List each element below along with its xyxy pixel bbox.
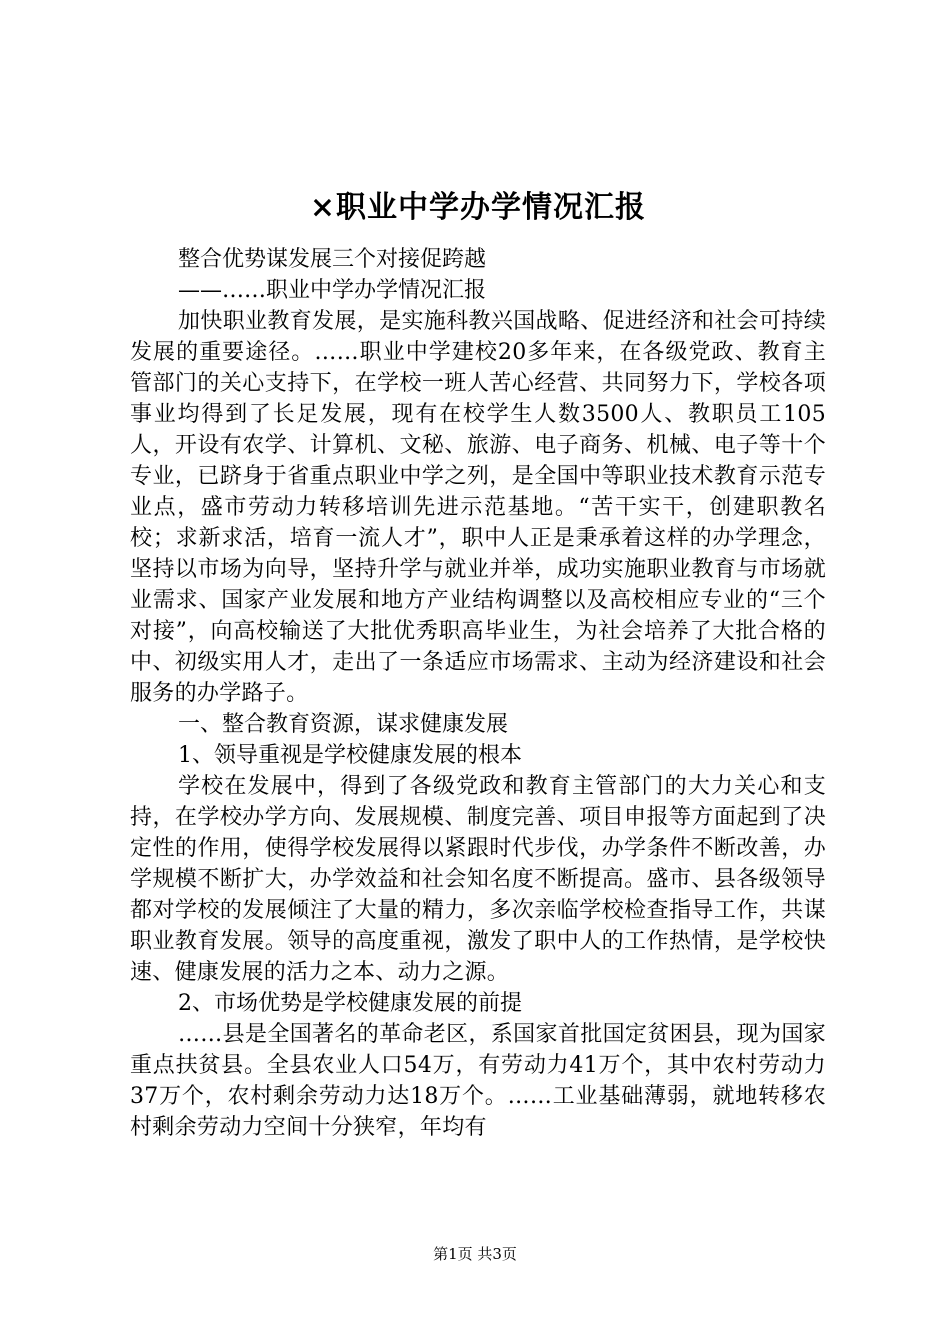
section-heading-1: 一、整合教育资源，谋求健康发展 xyxy=(178,712,509,737)
page-footer: 第1页 共3页 xyxy=(433,1245,517,1263)
subsection-heading-1-2: 2、市场优势是学校健康发展的前提 xyxy=(178,991,522,1016)
document-subtitle-2: ——……职业中学办学情况汇报 xyxy=(178,278,487,303)
paragraph-market: ……县是全国著名的革命老区，系国家首批国定贫困县，现为国家重点扶贫县。全县农业人口54万，有劳动力41万个，其中农村劳动力37万个，农村剩余劳动力达18万个。……工业基础薄弱，就地转移农村剩余劳动力空间十分狭窄，年均有 xyxy=(130,1022,826,1140)
document-page xyxy=(130,186,826,1143)
document-subtitle: 整合优势谋发展三个对接促跨越 xyxy=(178,247,487,272)
document-title: ×职业中学办学情况汇报 xyxy=(309,190,647,225)
paragraph-intro: 加快职业教育发展，是实施科教兴国战略、促进经济和社会可持续发展的重要途径。……职业中学建校20多年来，在各级党政、教育主管部门的关心支持下，在学校一班人苦心经营、共同努力下，学校各项事业均得到了长足发展，现有在校学生人数3500人、教职员工105人，开设有农学、计算机、文秘、旅游、电子商务、机械、电子等十个专业，已跻身于省重点职业中学之列，是全国中等职业技术教育示范专业点，盛市劳动力转移培训先进示范基地。“苦干实干，创建职教名校；求新求活，培育一流人才”，职中人正是秉承着这样的办学理念，坚持以市场为向导，坚持升学与就业并举，成功实施职业教育与市场就业需求、国家产业发展和地方产业结构调整以及高校相应专业的“三个对接”，向高校输送了大批优秀职高毕业生，为社会培养了大批合格的中、初级实用人才，走出了一条适应市场需求、主动为经济建设和社会服务的办学路子。 xyxy=(130,309,826,706)
paragraph-leadership: 学校在发展中，得到了各级党政和教育主管部门的大力关心和支持，在学校办学方向、发展规模、制度完善、项目申报等方面起到了决定性的作用，使得学校发展得以紧跟时代步伐，办学条件不断改善，办学规模不断扩大，办学效益和社会知名度不断提高。盛市、县各级领导都对学校的发展倾注了大量的精力，多次亲临学校检查指导工作，共谋职业教育发展。领导的高度重视，激发了职中人的工作热情，是学校快速、健康发展的活力之本、动力之源。 xyxy=(130,774,826,985)
subsection-heading-1-1: 1、领导重视是学校健康发展的根本 xyxy=(178,743,522,768)
